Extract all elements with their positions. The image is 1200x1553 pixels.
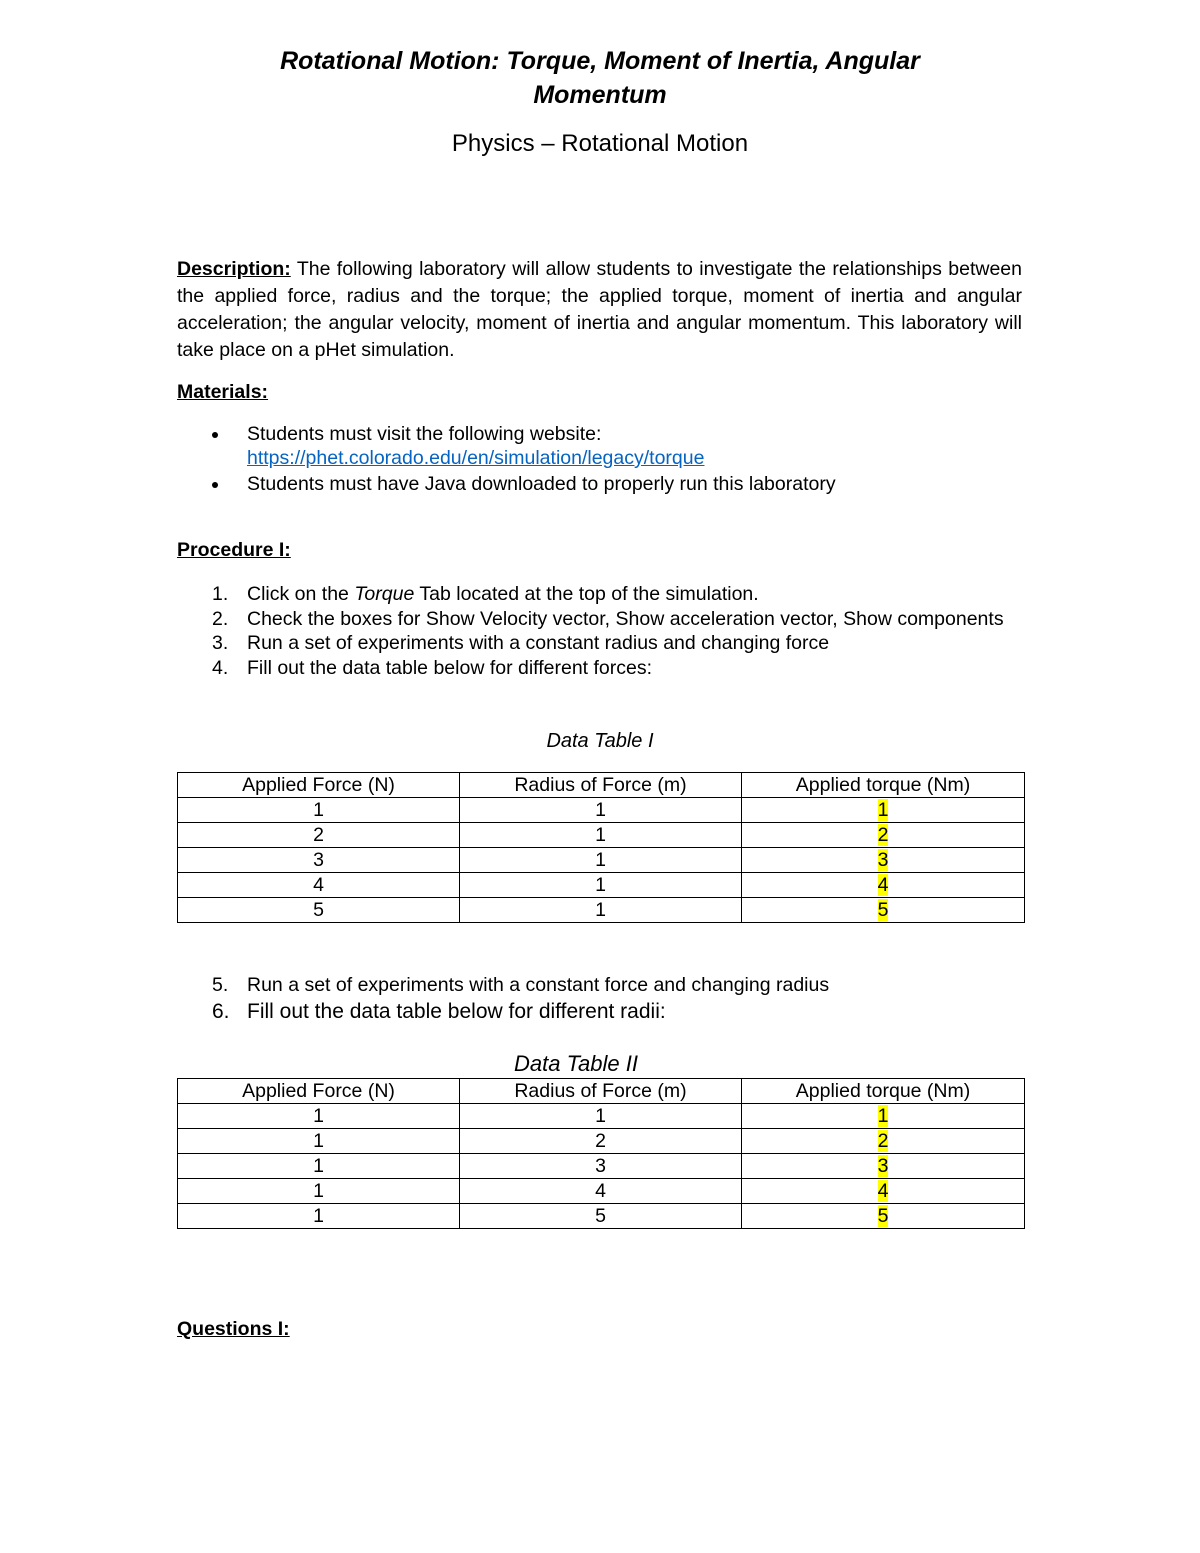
step-text-italic: Torque xyxy=(354,583,415,605)
step-text: Run a set of experiments with a constant force and changing radius xyxy=(247,974,830,996)
highlighted-value: 2 xyxy=(877,1130,889,1152)
table-cell: 4 xyxy=(460,1179,742,1204)
table-cell xyxy=(742,848,1025,873)
table-cell: 1 xyxy=(178,1179,460,1204)
phet-website-link[interactable]: https://phet.colorado.edu/en/simulation/legacy/torque xyxy=(247,447,705,469)
table-cell xyxy=(742,898,1025,923)
table-cell: 1 xyxy=(460,798,742,823)
list-item xyxy=(177,631,1022,656)
column-header: Applied Force (N) xyxy=(178,773,460,798)
list-item xyxy=(177,472,1022,496)
materials-item-text: Students must have Java downloaded to properly run this laboratory xyxy=(247,473,836,495)
list-item xyxy=(177,582,1022,607)
column-header: Applied torque (Nm) xyxy=(742,773,1025,798)
highlighted-value: 3 xyxy=(877,849,889,871)
table-cell: 1 xyxy=(178,1204,460,1229)
table-cell: 5 xyxy=(460,1204,742,1229)
bullet-icon xyxy=(212,432,218,438)
table-cell: 1 xyxy=(178,1104,460,1129)
highlighted-value: 4 xyxy=(877,1180,889,1202)
highlighted-value: 5 xyxy=(877,899,889,921)
highlighted-value: 5 xyxy=(877,1205,889,1227)
table-cell xyxy=(742,873,1025,898)
step-text: Fill out the data table below for different forces: xyxy=(247,656,653,679)
table-cell: 2 xyxy=(460,1129,742,1154)
step-number: 3. xyxy=(212,632,229,654)
table-cell: 1 xyxy=(460,1104,742,1129)
step-number: 2. xyxy=(212,607,229,630)
table-row xyxy=(178,898,1025,923)
procedure-heading: Procedure I: xyxy=(177,539,291,561)
step-text: Click on the xyxy=(247,583,355,605)
materials-heading: Materials: xyxy=(177,381,269,403)
table-cell: 5 xyxy=(178,898,460,923)
highlighted-value: 4 xyxy=(877,874,889,896)
step-text: Check the boxes for Show Velocity vector, Show acceleration vector, Show components xyxy=(247,607,1004,630)
highlighted-value: 1 xyxy=(877,799,889,821)
data-table-1 xyxy=(177,772,1025,923)
list-item xyxy=(177,607,1022,632)
table-row xyxy=(178,798,1025,823)
step-number: 1. xyxy=(212,583,229,605)
table-row xyxy=(178,1179,1025,1204)
column-header: Applied Force (N) xyxy=(178,1079,460,1104)
description-label: Description: xyxy=(177,258,291,280)
table-cell: 2 xyxy=(178,823,460,848)
bullet-icon xyxy=(212,482,218,488)
list-item xyxy=(177,422,1022,470)
table-cell: 1 xyxy=(460,848,742,873)
table-header-row xyxy=(178,773,1025,798)
title-line-1: Rotational Motion: Torque, Moment of Inertia, Angular xyxy=(280,47,920,75)
table-cell: 3 xyxy=(178,848,460,873)
column-header: Radius of Force (m) xyxy=(460,1079,742,1104)
table-cell xyxy=(742,798,1025,823)
table-cell xyxy=(742,1154,1025,1179)
table-row xyxy=(178,848,1025,873)
description-text: The following laboratory will allow students to investigate the relationships between the applied force, radius and the torque; the applied torque, moment of inertia and angular acceleration; the angular velocity, moment of inertia and angular momentum. This laboratory will take place on a pHet simulation. xyxy=(177,258,1022,361)
table-cell: 1 xyxy=(460,823,742,848)
questions-heading: Questions I: xyxy=(177,1318,290,1340)
list-item xyxy=(177,998,1022,1025)
step-number: 5. xyxy=(212,974,229,996)
procedure-steps xyxy=(177,582,1022,680)
table-cell xyxy=(742,1204,1025,1229)
table-cell: 1 xyxy=(178,798,460,823)
table-header-row xyxy=(178,1079,1025,1104)
table-cell xyxy=(742,823,1025,848)
table-cell: 1 xyxy=(178,1154,460,1179)
list-item xyxy=(177,656,1022,681)
table-row xyxy=(178,1129,1025,1154)
step-number: 6. xyxy=(212,999,230,1023)
table-cell: 4 xyxy=(178,873,460,898)
table-cell: 1 xyxy=(460,898,742,923)
materials-item-text: Students must visit the following website: xyxy=(247,423,602,445)
description-paragraph xyxy=(177,256,1022,364)
step-text: Tab located at the top of the simulation. xyxy=(414,583,759,605)
table-cell xyxy=(742,1104,1025,1129)
highlighted-value: 1 xyxy=(877,1105,889,1127)
table-row xyxy=(178,823,1025,848)
table-cell xyxy=(742,1179,1025,1204)
data-table-2 xyxy=(177,1078,1025,1229)
table-row xyxy=(178,1104,1025,1129)
step-text: Run a set of experiments with a constant radius and changing force xyxy=(247,632,830,654)
table1-caption: Data Table I xyxy=(546,730,654,752)
column-header: Applied torque (Nm) xyxy=(742,1079,1025,1104)
step-text: Fill out the data table below for different radii: xyxy=(247,999,666,1023)
table-cell: 3 xyxy=(460,1154,742,1179)
table2-caption: Data Table II xyxy=(514,1051,638,1076)
table-cell xyxy=(742,1129,1025,1154)
procedure-steps-continued xyxy=(177,973,1022,1025)
table-cell: 1 xyxy=(460,873,742,898)
document-title xyxy=(0,44,1200,112)
list-item xyxy=(177,973,1022,998)
materials-list xyxy=(177,422,1022,498)
title-line-2: Momentum xyxy=(533,81,667,109)
table-cell: 1 xyxy=(178,1129,460,1154)
highlighted-value: 3 xyxy=(877,1155,889,1177)
table-row xyxy=(178,1154,1025,1179)
document-subtitle: Physics – Rotational Motion xyxy=(451,130,749,157)
table-row xyxy=(178,1204,1025,1229)
table-row xyxy=(178,873,1025,898)
step-number: 4. xyxy=(212,656,229,679)
column-header: Radius of Force (m) xyxy=(460,773,742,798)
highlighted-value: 2 xyxy=(877,824,889,846)
